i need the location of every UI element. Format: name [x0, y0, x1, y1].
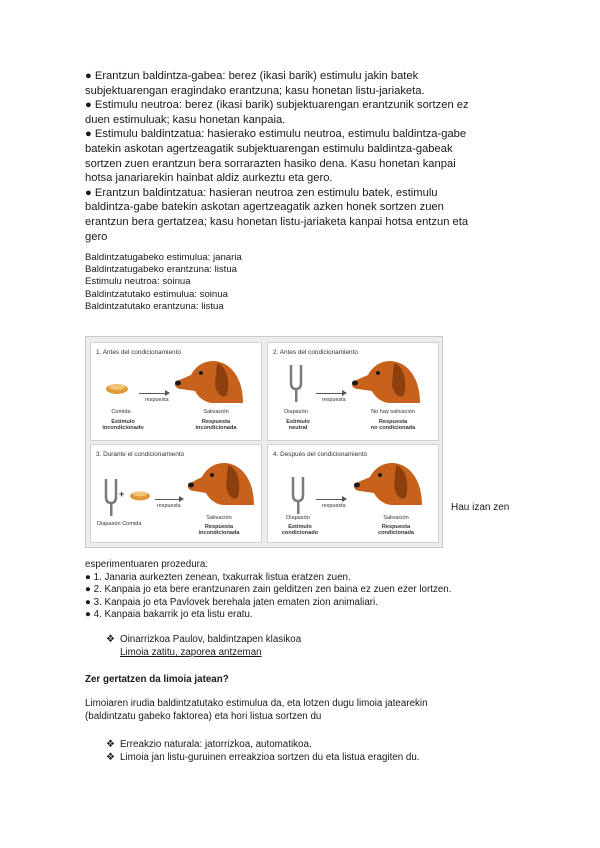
bullet-list-1: [106, 633, 301, 659]
stimulus-label: Diapasón: [284, 409, 308, 415]
procedure-step: ● 2. Kanpaia jo eta bere erantzunaren zain gelditzen zen baina ez zuen ezer lortzen.: [85, 584, 452, 596]
response-label: Salivación: [206, 515, 232, 521]
definitions-list: [85, 252, 242, 313]
dog-head-icon: [352, 457, 424, 507]
paragraph-line: (baldintzatu gabeko faktorea) eta hori listua sortzen du: [85, 710, 322, 722]
definition-line: Baldintzatugabeko erantzuna: listua: [85, 264, 238, 276]
figure-side-caption: Hau izan zen: [451, 502, 510, 513]
arrow-label: respuesta: [157, 503, 181, 509]
list-item-sub: [106, 646, 301, 659]
stimulus-label: Diapasón Comida: [97, 521, 142, 527]
figure-panel-1: [90, 342, 262, 441]
panel-title: 3. Durante el condicionamiento: [96, 451, 185, 458]
definition-line: Baldintzatugabeko estimulua: janaria: [85, 252, 242, 263]
bullet-list-2: [106, 738, 420, 764]
intro-line: ● Erantzun baldintza-gabea: berez (ikasi barik) estimulu jakin batek: [85, 70, 419, 82]
arrow-line: [139, 393, 165, 394]
arrow-head-icon: [165, 390, 170, 396]
intro-line: duen estimuluak; kasu honetan kanpaia.: [85, 113, 286, 126]
procedure-step: ● 3. Kanpaia jo eta Pavlovek berehala jaten ematen zion animaliari.: [85, 596, 378, 608]
intro-line: baldintza-gabe batekin askotan agertzeagatik azken honek sortzen zuen: [85, 201, 444, 214]
response-type-label: Respuesta condicionada: [377, 524, 415, 537]
arrow-head-icon: [342, 390, 347, 396]
diamond-bullet-icon: ❖: [106, 634, 115, 645]
underlined-text: Limoia zatitu, zaporea antzeman: [120, 647, 262, 658]
definition-line: Baldintzatutako estimulua: soinua: [85, 288, 228, 300]
diamond-bullet-icon: ❖: [106, 752, 115, 763]
definition-line: Baldintzatutako erantzuna: listua: [85, 300, 224, 312]
list-item: ❖ Limoia jan listu-guruinen erreakzioa sortzen du eta listua eragiten du.: [106, 752, 420, 763]
response-type-label: Respuesta no condicionada: [370, 419, 416, 432]
panel-title: 2. Antes del condicionamiento: [273, 349, 358, 356]
dog-head-icon: [173, 355, 245, 405]
intro-line: ● Estimulu baldintzatua: hasierako estimulu neutroa, estimulu baldintza-gabe: [85, 128, 467, 141]
stimulus-type-label: Estímulo condicionado: [281, 524, 319, 537]
response-label: Salivación: [203, 409, 229, 415]
arrow-head-icon: [179, 496, 184, 502]
figure-panel-3: [90, 444, 262, 543]
response-label: No hay salivación: [371, 409, 415, 415]
stimulus-type-label: Estímulo incondicionado: [102, 419, 144, 432]
response-type-label: Respuesta incondicionada: [195, 419, 237, 432]
procedure-intro: esperimentuaren prozedura:: [85, 559, 209, 570]
definition-line: Estimulu neutroa: soinua: [85, 276, 191, 288]
panel-title: 1. Antes del condicionamiento: [96, 349, 181, 356]
dog-head-icon: [186, 457, 256, 507]
intro-line: erantzun bera gertatzea; kasu honetan listu-jariaketa kanpai hotsa entzun eta: [85, 215, 469, 228]
stimulus-label: Diapasón: [286, 515, 310, 521]
intro-line: gero: [85, 230, 108, 243]
tuning-fork-icon: [103, 477, 119, 517]
intro-line: ● Estimulu neutroa: berez (ikasi barik) subjektuarengan erantzunik sortzen ez: [85, 99, 469, 112]
procedure-section: [85, 559, 451, 622]
response-type-label: Respuesta incondicionada: [198, 524, 240, 537]
intro-paragraph: [85, 69, 515, 244]
arrow-line: [155, 499, 179, 500]
figure-panel-4: [267, 444, 439, 543]
figure-panel-2: [267, 342, 439, 441]
plus-icon: +: [119, 489, 125, 499]
intro-line: subjektuarengan eragindako erantzuna; kasu honetan listu-jariaketa.: [85, 84, 425, 97]
stimulus-type-label: Estímulo neutral: [286, 419, 310, 432]
arrow-label: respuesta: [322, 503, 346, 509]
list-item: ❖ Oinarrizkoa Paulov, baldintzapen klasikoa: [106, 634, 302, 645]
procedure-step: ● 4. Kanpaia bakarrik jo eta listu eratu.: [85, 609, 253, 621]
arrow-line: [316, 499, 342, 500]
lemon-paragraph: [85, 698, 525, 723]
intro-line: hotsa janariarekin hainbat aldiz aurkeztu eta gero.: [85, 172, 333, 185]
response-label: Salivación: [383, 515, 409, 521]
stimulus-label: Comida: [111, 409, 131, 415]
food-bowl-icon: [129, 489, 151, 501]
diamond-bullet-icon: ❖: [106, 739, 115, 750]
arrow-head-icon: [342, 496, 347, 502]
arrow-label: respuesta: [145, 397, 169, 403]
intro-line: batekin askotan agertzeagatik subjektuarengan estimulu baldintza-gabeak: [85, 142, 453, 155]
tuning-fork-icon: [288, 363, 304, 403]
dog-head-icon: [350, 355, 422, 405]
panel-title: 4. Después del condicionamiento: [273, 451, 368, 458]
arrow-line: [316, 393, 342, 394]
section-heading: Zer gertatzen da limoia jatean?: [85, 674, 229, 685]
food-bowl-icon: [105, 381, 129, 395]
paragraph-line: Limoiaren irudia baldintzatutako estimulua da, eta lotzen dugu limoia jatearekin: [85, 698, 428, 709]
arrow-label: respuesta: [322, 397, 346, 403]
procedure-step: ● 1. Janaria aurkezten zenean, txakurrak listua eratzen zuen.: [85, 571, 351, 583]
list-item: ❖ Erreakzio naturala: jatorrizkoa, automatikoa.: [106, 739, 312, 750]
intro-line: sortzen zuen erantzun bera sorrarazten hasiko dena. Kasu honetan kanpai: [85, 157, 456, 170]
intro-line: ● Erantzun baldintzatua: hasieran neutroa zen estimulu batek, estimulu: [85, 186, 438, 199]
pavlov-conditioning-figure: [85, 336, 443, 548]
tuning-fork-icon: [290, 475, 306, 515]
